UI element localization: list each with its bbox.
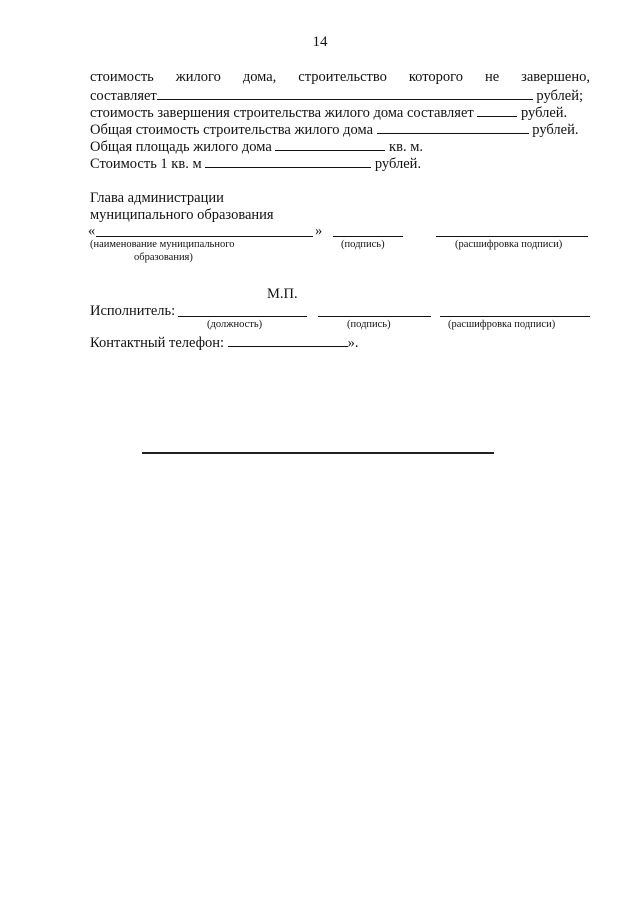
total-area-field[interactable] [275, 137, 385, 151]
close-quote: » [315, 223, 323, 239]
head-title-line2: муниципального образования [90, 207, 274, 223]
caption-municipality-1: (наименование муниципального [90, 239, 235, 250]
footer-separator [142, 452, 494, 454]
word: не [484, 69, 500, 85]
cost-house-row [90, 69, 590, 86]
word: завершено, [521, 69, 590, 85]
municipality-name-field[interactable] [96, 236, 313, 237]
contact-phone-field[interactable] [228, 333, 348, 347]
amount-field[interactable] [157, 86, 533, 100]
open-quote: « [88, 223, 96, 239]
amount-suffix: рублей; [536, 88, 583, 104]
caption-head-decoding: (расшифровка подписи) [455, 239, 563, 250]
cost-per-sqm-label: Стоимость 1 кв. м [90, 156, 202, 172]
total-area-suffix: кв. м. [389, 139, 423, 155]
completion-cost-label: стоимость завершения строительства жилого дома составляет [90, 105, 474, 121]
word: стоимость [90, 69, 154, 85]
caption-executor-decoding: (расшифровка подписи) [448, 319, 556, 330]
completion-cost-field[interactable] [477, 103, 517, 117]
contact-phone-label: Контактный телефон: [90, 335, 225, 351]
head-decoding-field[interactable] [436, 236, 588, 237]
total-cost-suffix: рублей. [532, 122, 579, 138]
caption-executor-signature: (подпись) [347, 319, 391, 330]
word: строительство [298, 69, 387, 85]
completion-cost-suffix: рублей. [520, 105, 568, 121]
head-title-line1: Глава администрации [90, 190, 224, 206]
contact-phone-suffix: ». [347, 335, 359, 351]
contact-phone-row [90, 333, 359, 352]
caption-municipality-2: образования) [134, 252, 193, 263]
caption-executor-position: (должность) [207, 319, 263, 330]
total-cost-field[interactable] [377, 120, 529, 134]
executor-decoding-field[interactable] [440, 316, 590, 317]
total-area-label: Общая площадь жилого дома [90, 139, 272, 155]
executor-signature-field[interactable] [318, 316, 431, 317]
word: жилого [175, 69, 221, 85]
total-cost-label: Общая стоимость строительства жилого дома [90, 122, 374, 138]
executor-position-field[interactable] [178, 316, 307, 317]
head-signature-field[interactable] [333, 236, 403, 237]
cost-per-sqm-suffix: рублей. [374, 156, 422, 172]
cost-per-sqm-field[interactable] [205, 154, 371, 168]
amount-prefix: составляет [90, 88, 157, 104]
page-number: 14 [312, 34, 328, 50]
cost-per-sqm-row [90, 154, 421, 173]
caption-head-signature: (подпись) [341, 239, 385, 250]
stamp-place: М.П. [267, 286, 298, 302]
word: которого [408, 69, 463, 85]
word: дома, [242, 69, 277, 85]
executor-label: Исполнитель: [90, 303, 176, 319]
